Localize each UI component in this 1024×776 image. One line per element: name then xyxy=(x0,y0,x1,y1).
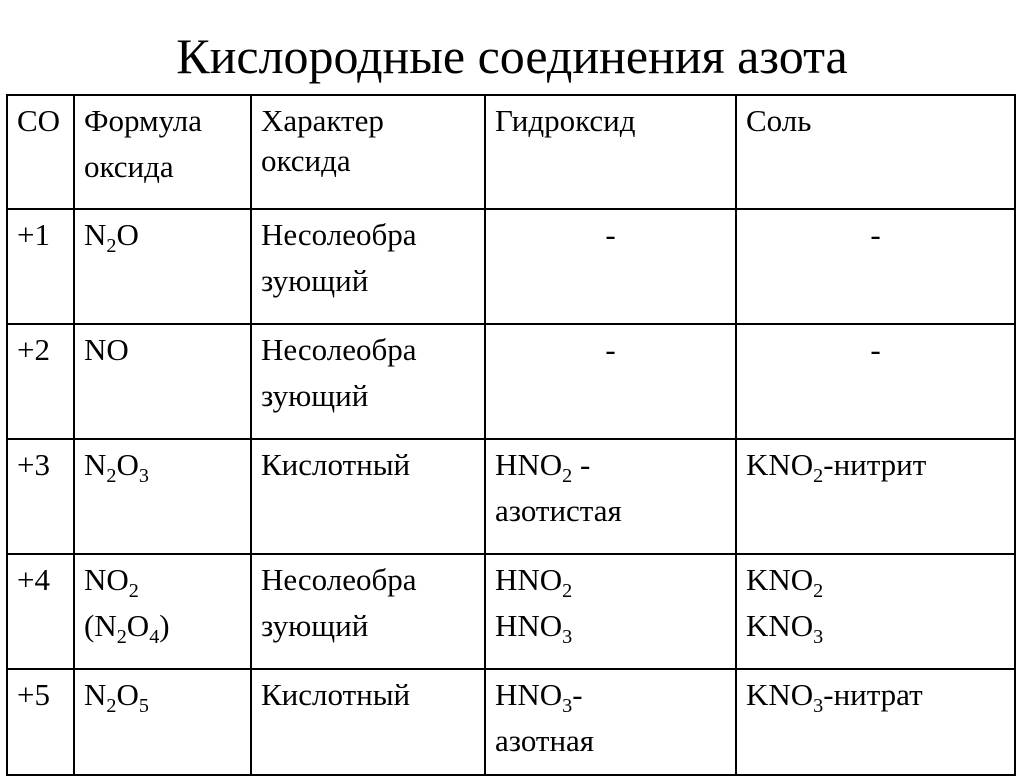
formula-subscript: 2 xyxy=(106,465,117,488)
hydroxide-line xyxy=(495,488,726,534)
hydroxide-text: HNO xyxy=(495,562,563,597)
cell-character xyxy=(251,324,485,439)
hydroxide-subscript: 3 xyxy=(562,695,573,718)
hydroxide-subscript: 2 xyxy=(562,465,573,488)
cell-hydroxide xyxy=(485,554,736,669)
cell-formula xyxy=(74,554,251,669)
cell-formula xyxy=(74,669,251,775)
character-line: Несолеобра xyxy=(261,332,417,367)
header-co xyxy=(7,95,74,209)
formula-text: NO xyxy=(84,332,129,367)
formula-line xyxy=(84,327,241,373)
cell-co xyxy=(7,439,74,554)
formula-text: O xyxy=(116,677,139,712)
table-header-row xyxy=(7,95,1015,209)
cell-salt xyxy=(736,439,1015,554)
hydroxide-text: - xyxy=(605,332,616,367)
formula-text: NO xyxy=(84,562,129,597)
salt-line xyxy=(746,672,1005,718)
character-line: зующий xyxy=(261,608,369,643)
cell-character xyxy=(251,439,485,554)
header-salt-label: Соль xyxy=(746,103,812,138)
hydroxide-line xyxy=(495,212,726,258)
character-line: зующий xyxy=(261,378,369,413)
cell-hydroxide xyxy=(485,669,736,775)
formula-text: ) xyxy=(159,608,170,643)
cell-hydroxide xyxy=(485,324,736,439)
formula-text: O xyxy=(116,447,139,482)
salt-text: - xyxy=(870,217,881,252)
formula-line xyxy=(84,672,241,718)
cell-character xyxy=(251,669,485,775)
cell-salt xyxy=(736,554,1015,669)
oxidation-state: +1 xyxy=(17,217,50,252)
salt-text: KNO xyxy=(746,677,814,712)
character-line: Кислотный xyxy=(261,677,411,712)
formula-line xyxy=(84,557,241,603)
hydroxide-line xyxy=(495,603,726,649)
page-title: Кислородные соединения азота xyxy=(176,28,848,84)
hydroxide-text: HNO xyxy=(495,677,563,712)
cell-formula xyxy=(74,324,251,439)
formula-subscript: 2 xyxy=(116,626,127,649)
formula-text: O xyxy=(116,217,139,252)
hydroxide-text: азотная xyxy=(495,723,595,758)
cell-formula xyxy=(74,209,251,324)
salt-line xyxy=(746,557,1005,603)
hydroxide-text: HNO xyxy=(495,608,563,643)
header-co-label: СО xyxy=(17,103,61,138)
salt-subscript: 2 xyxy=(813,580,824,603)
oxidation-state: +2 xyxy=(17,332,50,367)
header-formula-line2: оксида xyxy=(84,149,174,184)
hydroxide-line xyxy=(495,557,726,603)
hydroxide-line xyxy=(495,442,726,488)
oxidation-state: +5 xyxy=(17,677,50,712)
cell-hydroxide xyxy=(485,439,736,554)
salt-text: - xyxy=(870,332,881,367)
cell-hydroxide xyxy=(485,209,736,324)
cell-character xyxy=(251,209,485,324)
nitrogen-oxides-table xyxy=(6,94,1016,776)
cell-co xyxy=(7,209,74,324)
salt-subscript: 3 xyxy=(813,626,824,649)
formula-text: (N xyxy=(84,608,117,643)
cell-character xyxy=(251,554,485,669)
table-row xyxy=(7,554,1015,669)
salt-text: -нитрат xyxy=(823,677,923,712)
formula-line xyxy=(84,603,241,649)
table-row xyxy=(7,324,1015,439)
cell-co xyxy=(7,554,74,669)
header-character xyxy=(251,95,485,209)
table-row xyxy=(7,669,1015,775)
salt-line xyxy=(746,327,1005,373)
hydroxide-text: - xyxy=(572,677,583,712)
salt-text: KNO xyxy=(746,562,814,597)
character-line: Кислотный xyxy=(261,447,411,482)
character-line: Несолеобра xyxy=(261,217,417,252)
formula-subscript: 4 xyxy=(149,626,160,649)
cell-co xyxy=(7,324,74,439)
salt-line xyxy=(746,212,1005,258)
salt-line xyxy=(746,442,1005,488)
formula-subscript: 5 xyxy=(138,695,149,718)
character-line: Несолеобра xyxy=(261,562,417,597)
hydroxide-line xyxy=(495,672,726,718)
header-character-line1: Характер xyxy=(261,103,384,138)
cell-salt xyxy=(736,669,1015,775)
salt-subscript: 3 xyxy=(813,695,824,718)
header-formula xyxy=(74,95,251,209)
table-row xyxy=(7,209,1015,324)
header-hydroxide-label: Гидроксид xyxy=(495,103,636,138)
salt-subscript: 2 xyxy=(813,465,824,488)
oxidation-state: +4 xyxy=(17,562,50,597)
formula-text: O xyxy=(126,608,150,643)
cell-salt xyxy=(736,209,1015,324)
hydroxide-text: - xyxy=(605,217,616,252)
hydroxide-text: HNO xyxy=(495,447,563,482)
cell-co xyxy=(7,669,74,775)
table-row xyxy=(7,439,1015,554)
salt-text: KNO xyxy=(746,608,814,643)
cell-salt xyxy=(736,324,1015,439)
formula-subscript: 3 xyxy=(138,465,149,488)
salt-line xyxy=(746,603,1005,649)
salt-text: -нитрит xyxy=(823,447,927,482)
hydroxide-line xyxy=(495,327,726,373)
hydroxide-subscript: 2 xyxy=(562,580,573,603)
formula-subscript: 2 xyxy=(106,695,117,718)
formula-subscript: 2 xyxy=(106,235,117,258)
hydroxide-subscript: 3 xyxy=(562,626,573,649)
salt-text: KNO xyxy=(746,447,814,482)
formula-line xyxy=(84,212,241,258)
formula-subscript: 2 xyxy=(128,580,139,603)
formula-text: N xyxy=(84,447,107,482)
header-formula-line1: Формула xyxy=(84,103,203,138)
hydroxide-text: - xyxy=(572,447,591,482)
formula-line xyxy=(84,442,241,488)
cell-formula xyxy=(74,439,251,554)
header-salt xyxy=(736,95,1015,209)
oxidation-state: +3 xyxy=(17,447,50,482)
character-line: зующий xyxy=(261,263,369,298)
hydroxide-line xyxy=(495,718,726,764)
header-character-line2: оксида xyxy=(261,143,351,178)
formula-text: N xyxy=(84,217,107,252)
header-hydroxide xyxy=(485,95,736,209)
hydroxide-text: азотистая xyxy=(495,493,622,528)
formula-text: N xyxy=(84,677,107,712)
